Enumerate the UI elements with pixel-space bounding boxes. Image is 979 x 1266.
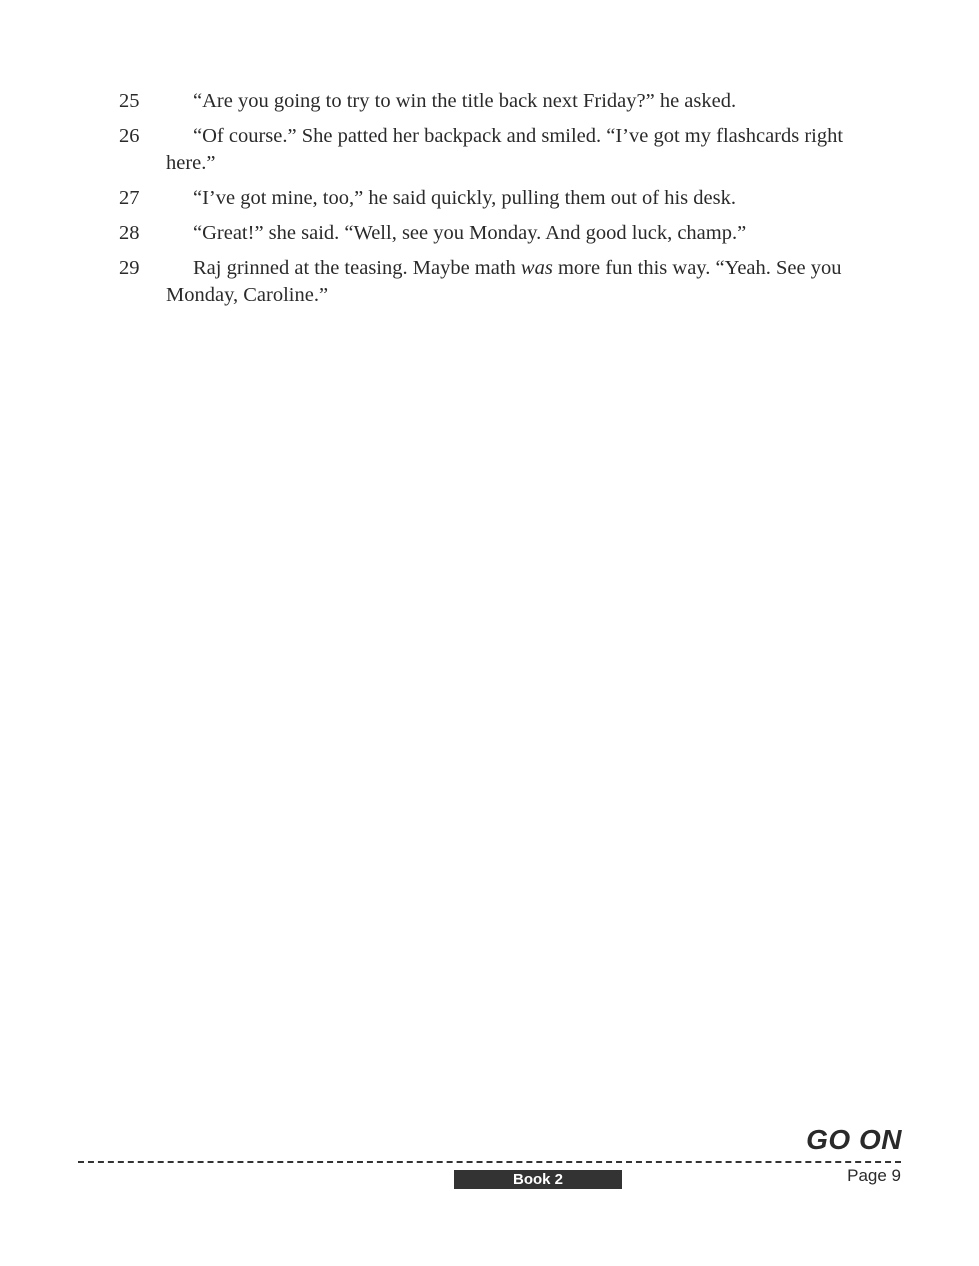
- paragraph-text: “Of course.” She patted her backpack and smiled. “I’ve got my flashcards right here.”: [166, 125, 844, 174]
- emphasis-word: was: [520, 257, 553, 279]
- dashed-divider: [78, 1161, 901, 1163]
- go-on-label: GO ON: [806, 1124, 902, 1155]
- paragraph-text: “Great!” she said. “Well, see you Monday. And good luck, champ.”: [193, 222, 747, 244]
- paragraph-25: [0, 88, 890, 115]
- paragraph-text: “Are you going to try to win the title back next Friday?” he asked.: [193, 90, 737, 112]
- paragraph-29: [0, 255, 890, 309]
- paragraph-28: [0, 220, 890, 247]
- line-number: 25: [119, 90, 140, 112]
- line-number: 27: [119, 187, 140, 209]
- line-number: 26: [119, 125, 140, 147]
- paragraph-text: “I’ve got mine, too,” he said quickly, pulling them out of his desk.: [193, 187, 736, 209]
- book-label: Book 2: [454, 1170, 622, 1189]
- line-number: 29: [119, 257, 140, 279]
- page-number: Page 9: [847, 1166, 901, 1185]
- text-segment: more fun this way. “Yeah. See you Monday, Caroline.”: [166, 257, 842, 306]
- text-segment: Raj grinned at the teasing. Maybe math: [193, 257, 521, 279]
- paragraph-27: [0, 185, 890, 212]
- paragraph-text: [166, 255, 890, 309]
- line-number: 28: [119, 222, 140, 244]
- passage: [0, 88, 979, 317]
- paragraph-26: [0, 123, 890, 177]
